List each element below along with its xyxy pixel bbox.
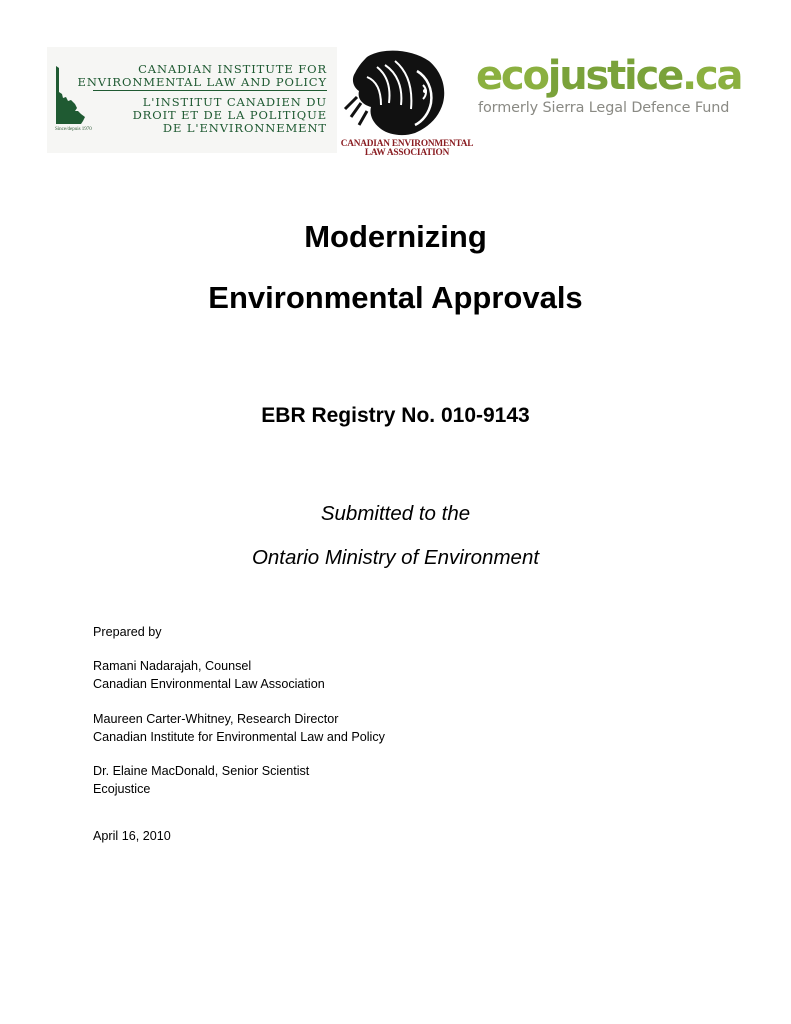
ciel-line-4: DROIT ET DE LA POLITIQUE — [132, 108, 327, 122]
ciel-line-5: DE L'ENVIRONNEMENT — [162, 121, 327, 135]
author-1-org: Canadian Environmental Law Association — [93, 677, 325, 691]
author-3-org: Ecojustice — [93, 782, 151, 796]
canada-map-icon — [53, 64, 95, 126]
ecojustice-tagline: formerly Sierra Legal Defence Fund — [478, 100, 730, 116]
author-2-org: Canadian Institute for Environmental Law and Policy — [93, 730, 385, 744]
ciel-line-2: ENVIRONMENTAL LAW AND POLICY — [77, 75, 327, 89]
ciel-line-1: CANADIAN INSTITUTE FOR — [138, 62, 327, 76]
author-1-name: Ramani Nadarajah, Counsel — [93, 659, 252, 673]
submitted-to-line-2: Ontario Ministry of Environment — [251, 546, 540, 569]
ciel-divider — [93, 90, 327, 91]
cela-logo — [337, 47, 477, 162]
author-2-name: Maureen Carter-Whitney, Research Director — [93, 712, 339, 726]
author-3-name: Dr. Elaine MacDonald, Senior Scientist — [93, 764, 310, 778]
prepared-by-label: Prepared by — [93, 625, 162, 639]
cela-line-2: LAW ASSOCIATION — [364, 148, 450, 158]
registry-number: EBR Registry No. 010-9143 — [261, 404, 530, 427]
ciel-line-3: L'INSTITUT CANADIEN DU — [142, 95, 327, 109]
document-title-line-2: Environmental Approvals — [208, 280, 583, 315]
document-title-line-1: Modernizing — [304, 219, 487, 254]
cela-line-1: CANADIAN ENVIRONMENTAL — [340, 139, 474, 149]
ecojustice-logo — [470, 52, 742, 132]
ciel-since-text: Since/depuis 1970 — [55, 127, 92, 132]
ciel-logo — [47, 47, 337, 153]
document-date: April 16, 2010 — [93, 829, 171, 843]
leaf-face-emblem-icon — [337, 47, 477, 137]
submitted-to-line-1: Submitted to the — [320, 502, 471, 525]
ecojustice-wordmark: ecojustice.ca — [476, 53, 742, 99]
